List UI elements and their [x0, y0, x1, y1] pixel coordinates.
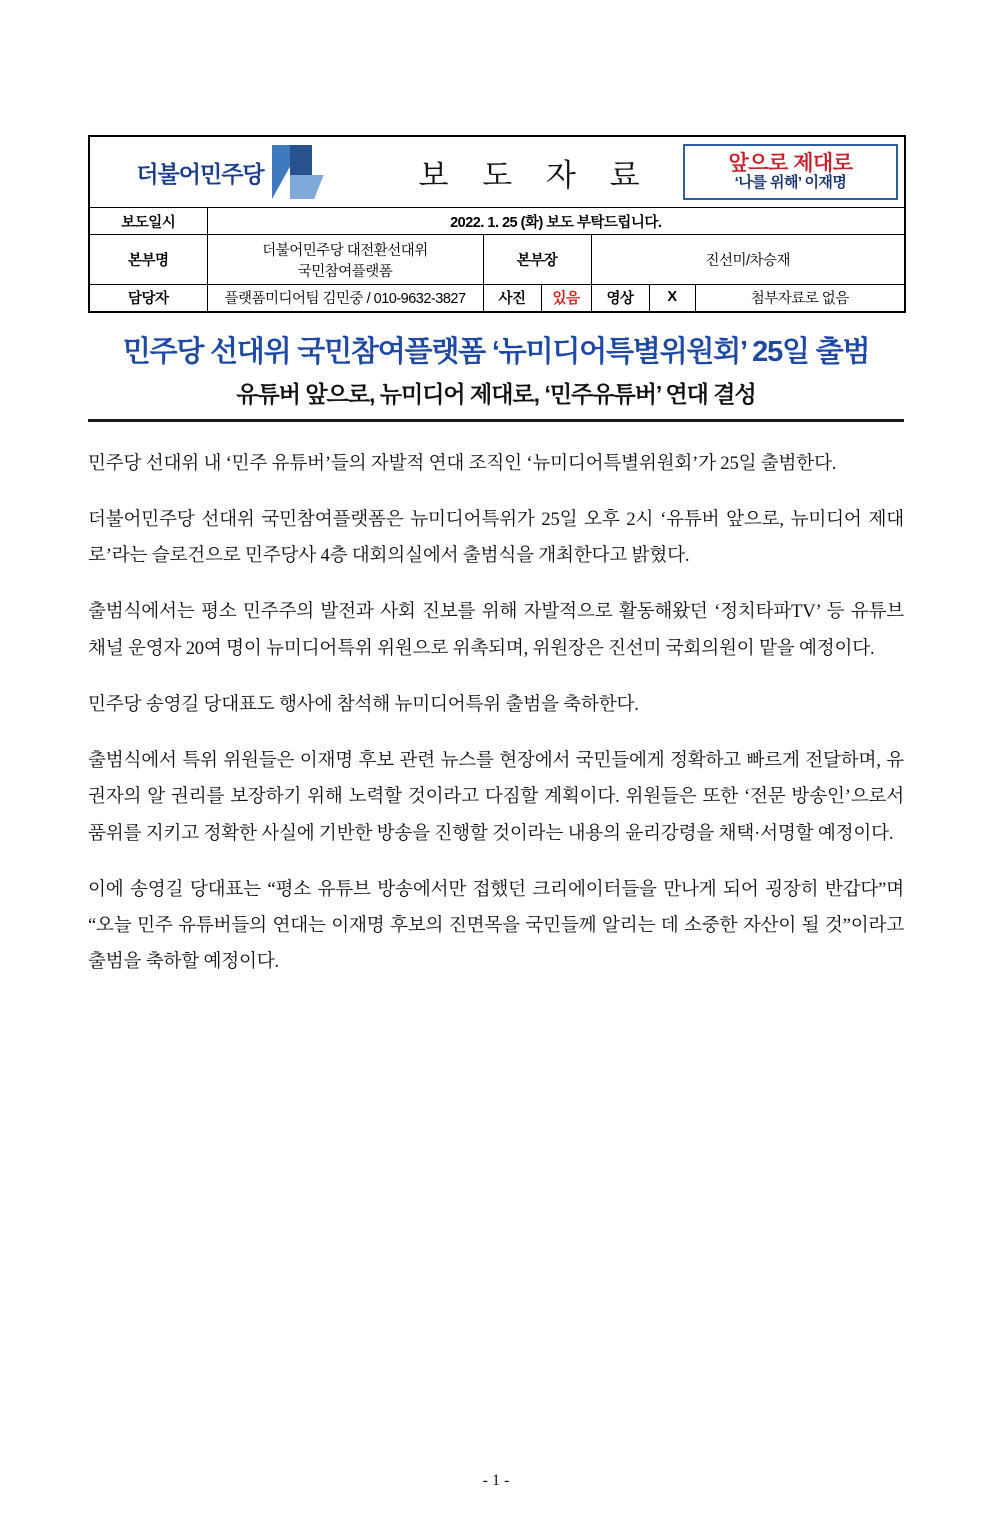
title-divider	[88, 419, 904, 422]
body-content	[88, 446, 904, 981]
contact-value: 플랫폼미디어팀 김민중 / 010-9632-3827	[224, 291, 466, 308]
date-label: 보도일시	[121, 214, 176, 231]
org-value-line2: 국민참여플랫폼	[297, 263, 393, 280]
org-value-line1: 더불어민주당 대전환선대위	[262, 242, 428, 259]
paragraph: 이에 송영길 당대표는 “평소 유튜브 방송에서만 접했던 크리에이터들을 만나게 되어 굉장히 반갑다”며 “오늘 민주 유튜버들의 연대는 이재명 후보의 진면목을 국민들께 알리는 데 소중한 자산이 될 것”이라고 출범을 축하할 예정이다.	[88, 878, 904, 973]
table-row-organization	[89, 235, 905, 285]
attachment-value: 첨부자료로 없음	[750, 291, 849, 308]
date-value: 2022. 1. 25 (화) 보도 부탁드립니다.	[450, 214, 662, 231]
party-logo	[90, 143, 368, 201]
masthead-row	[89, 136, 905, 208]
slogan-primary: 앞으로 제대로	[728, 152, 853, 176]
masthead	[90, 137, 904, 207]
party-logo-text: 더불어민주당	[136, 160, 264, 187]
paragraph: 출범식에서는 평소 민주주의 발전과 사회 진보를 위해 자발적으로 활동해왔던 ‘정치타파TV’ 등 유튜브 채널 운영자 20여 명이 뉴미디어특위 위원으로 위촉되며, 위원장은 진선미 국회의원이 맡을 예정이다.	[88, 601, 904, 659]
video-value: X	[667, 289, 677, 306]
photo-label: 사진	[498, 291, 526, 308]
paragraph: 민주당 송영길 당대표도 행사에 참석해 뉴미디어특위 출범을 축하한다.	[88, 693, 639, 715]
page-subtitle: 유튜버 앞으로, 뉴미디어 제대로, ‘민주유튜버’ 연대 결성	[236, 380, 756, 407]
head-value: 진선미/차승재	[705, 253, 791, 269]
head-label: 본부장	[516, 253, 558, 269]
document-type-title: 보 도 자 료	[418, 157, 653, 193]
table-row-date	[89, 208, 905, 235]
table-row-contact	[89, 285, 905, 312]
press-release-header-table	[88, 135, 906, 313]
paragraph: 출범식에서 특위 위원들은 이재명 후보 관련 뉴스를 현장에서 국민들에게 정확하고 빠르게 전달하며, 유권자의 알 권리를 보장하기 위해 노력할 것이라고 다짐할 계획이다. 위원들은 또한 ‘전문 방송인’으로서 품위를 지키고 정확한 사실에 기반한 방송을 진행할 것이라는 내용의 윤리강령을 채택·서명할 예정이다.	[88, 750, 904, 844]
org-label: 본부명	[127, 253, 169, 269]
contact-label: 담당자	[127, 291, 169, 308]
campaign-slogan-box	[683, 144, 898, 200]
page-number: - 1 -	[482, 1472, 510, 1489]
photo-value: 있음	[552, 291, 580, 308]
party-logo-mark	[268, 143, 330, 201]
video-label: 영상	[606, 291, 634, 308]
slogan-secondary: ‘나를 위해’ 이재명	[734, 174, 847, 192]
document-page	[0, 135, 992, 1538]
page-title: 민주당 선대위 국민참여플랫폼 ‘뉴미디어특별위원회’ 25일 출범	[122, 335, 870, 368]
paragraph: 민주당 선대위 내 ‘민주 유튜버’들의 자발적 연대 조직인 ‘뉴미디어특별위원회’가 25일 출범한다.	[88, 452, 837, 474]
paragraph: 더불어민주당 선대위 국민참여플랫폼은 뉴미디어특위가 25일 오후 2시 ‘유튜버 앞으로, 뉴미디어 제대로’라는 슬로건으로 민주당사 4층 대회의실에서 출범식을 개최한다고 밝혔다.	[88, 508, 904, 566]
